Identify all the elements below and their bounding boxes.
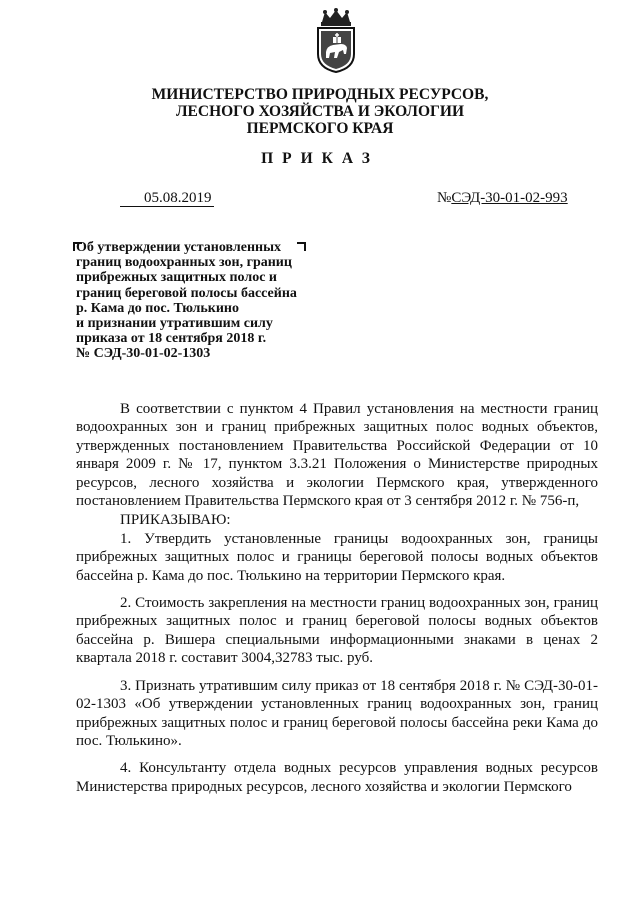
order-number-value: СЭД-30-01-02-993	[451, 190, 568, 206]
order-word: ПРИКАЗЫВАЮ:	[120, 512, 231, 529]
ministry-header	[0, 86, 640, 137]
subject-line: Об утверждении установленных	[76, 240, 282, 255]
order-number	[437, 190, 568, 206]
preamble-paragraph: В соответствии с пунктом 4 Правил установления на местности границ водоохранных зон и границ прибрежных защитных полос водных объектов, утвержденных постановлением Правительства Российской Федерации от 10 января 2009 г. № 17, пунктом 3.3.21 Положения о Министерстве природных ресурсов, лесного хозяйства и экологии Пермского края, утвержденного постановлением Правительства Пермского края от 3 сентября 2012 г. № 756-п,	[76, 401, 598, 510]
subject-line: границ береговой полосы бассейна	[76, 285, 297, 301]
number-sign: №	[437, 190, 452, 206]
order-date: 05.08.2019	[120, 190, 214, 207]
subject-line: № СЭД-30-01-02-1303	[76, 346, 211, 362]
ministry-name-line-3: ПЕРМСКОГО КРАЯ	[246, 120, 394, 137]
order-item-4: 4. Консультанту отдела водных ресурсов управления водных ресурсов Министерства природных ресурсов, лесного хозяйства и экологии Пермского	[76, 760, 598, 795]
ministry-name-line-1: МИНИСТЕРСТВО ПРИРОДНЫХ РЕСУРСОВ,	[151, 86, 489, 103]
bracket-corner-left	[73, 242, 82, 251]
order-subject	[76, 240, 326, 362]
order-item-2: 2. Стоимость закрепления на местности границ водоохранных зон, границ прибрежных защитных полос и границ береговой полосы водных объектов бассейна р. Вишера специальными информационными знаками в ценах 2 квартала 2018 г. составит 3004,32783 тыс. руб.	[76, 595, 598, 667]
order-item-1: 1. Утвердить установленные границы водоохранных зон, границы прибрежных защитных полос и границы береговой полосы водных объектов бассейна р. Кама до пос. Тюлькино на территории Пермского края.	[76, 530, 598, 584]
document-type-title: ПРИКАЗ	[261, 150, 379, 167]
subject-line: и признании утратившим силу	[76, 316, 273, 332]
subject-line: границ водоохранных зон, границ	[76, 255, 292, 271]
order-body	[76, 400, 598, 796]
subject-line: р. Кама до пос. Тюлькино	[76, 300, 240, 316]
coat-of-arms-icon	[313, 8, 359, 74]
order-item-3: 3. Признать утратившим силу приказ от 18 сентября 2018 г. № СЭД-30-01-02-1303 «Об утверждении установленных границ водоохранных зон, границ прибрежных защитных полос и границ береговой полосы бассейна реки Кама до пос. Тюлькино».	[76, 677, 598, 749]
bracket-corner-right	[297, 242, 306, 251]
ministry-name-line-2: ЛЕСНОГО ХОЗЯЙСТВА И ЭКОЛОГИИ	[175, 103, 465, 120]
subject-line: приказа от 18 сентября 2018 г.	[76, 331, 267, 347]
subject-line: прибрежных защитных полос и	[76, 270, 277, 286]
